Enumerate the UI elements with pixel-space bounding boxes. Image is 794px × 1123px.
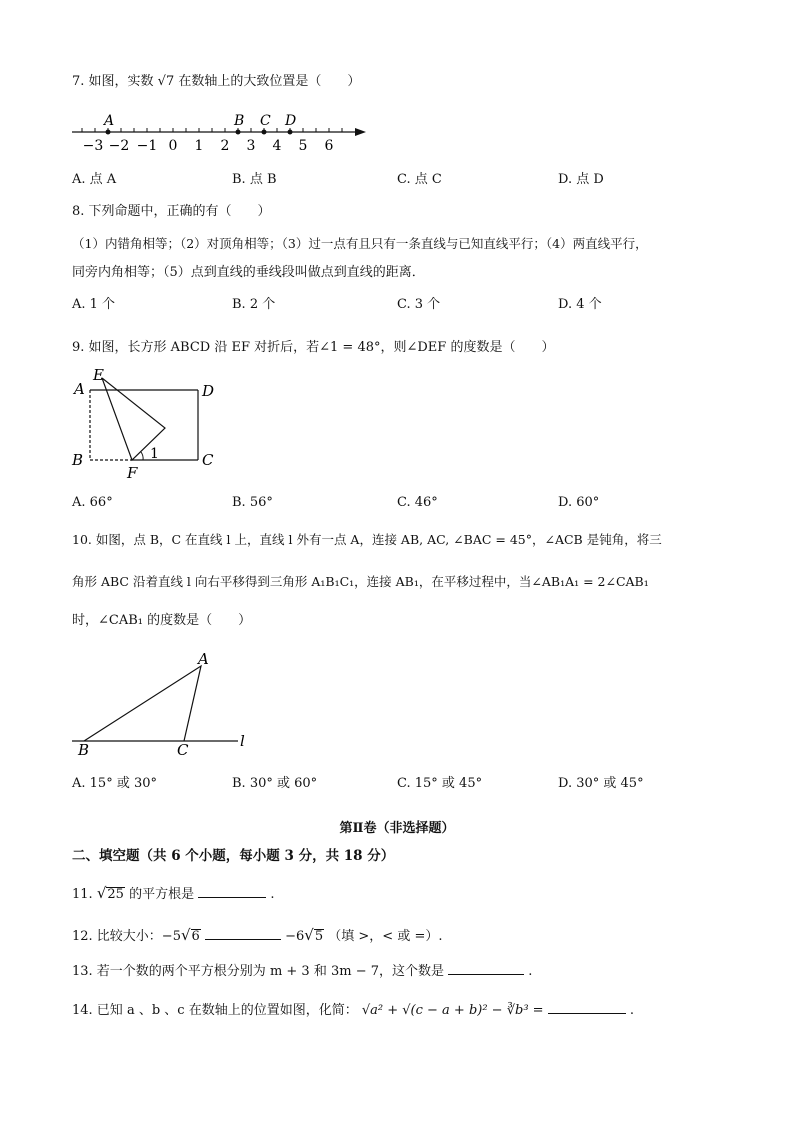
q10-stem-line2: 角形 ABC 沿着直线 l 向右平移得到三角形 A₁B₁C₁，连接 AB₁，在平移过程中，当∠AB₁A₁ = 2∠CAB₁ bbox=[72, 574, 649, 589]
label-e: E bbox=[93, 366, 104, 384]
q11-number: 11. bbox=[72, 887, 93, 902]
folded-rectangle-figure bbox=[68, 362, 228, 482]
q12-prefix: 12. 比较大小：−5 bbox=[72, 929, 181, 944]
triangle-figure bbox=[68, 648, 258, 760]
point-a-dot bbox=[106, 130, 111, 135]
q10-stem-line1: 10. 如图，点 B，C 在直线 l 上，直线 l 外有一点 A，连接 AB, AC, ∠BAC = 45°，∠ACB 是钝角，将三 bbox=[72, 532, 662, 547]
q9-option-b[interactable]: B. 56° bbox=[232, 495, 273, 510]
q11: 11. √25 的平方根是 . bbox=[72, 884, 275, 902]
number-line-figure bbox=[68, 108, 378, 158]
tick-label: 4 bbox=[272, 138, 282, 154]
tick-label: −3 bbox=[82, 138, 104, 154]
label-l: l bbox=[240, 732, 245, 750]
q8-body-line2: 同旁内角相等；（5）点到直线的垂线段叫做点到直线的距离． bbox=[72, 265, 425, 280]
q8-body-line1: （1）内错角相等；（2）对顶角相等；（3）过一点有且只有一条直线与已知直线平行；（4）两直线平行， bbox=[72, 236, 648, 251]
q14-end: . bbox=[629, 1003, 634, 1018]
tick-label: 1 bbox=[194, 138, 204, 154]
tick-label: −1 bbox=[136, 138, 158, 154]
q14 bbox=[72, 1001, 634, 1020]
q8-option-c[interactable]: C. 3 个 bbox=[397, 297, 441, 312]
q14-expression: √a² + √(c − a + b)² − ∛b³ = bbox=[361, 1003, 544, 1018]
label-c: C bbox=[177, 741, 189, 759]
section-title: 二、填空题（共 6 个小题，每小题 3 分，共 18 分） bbox=[72, 848, 395, 864]
label-f: F bbox=[127, 464, 138, 482]
q12-answer-blank[interactable] bbox=[205, 927, 281, 940]
tick-label: 2 bbox=[220, 138, 230, 154]
q14-text: 14. 已知 a 、b 、c 在数轴上的位置如图，化简： bbox=[72, 1003, 358, 1018]
label-c: C bbox=[202, 451, 214, 469]
q11-end: . bbox=[270, 887, 275, 902]
tick-label: 0 bbox=[168, 138, 178, 154]
q13-text: 13. 若一个数的两个平方根分别为 m + 3 和 3m − 7，这个数是 bbox=[72, 964, 444, 979]
q8-option-b[interactable]: B. 2 个 bbox=[232, 297, 276, 312]
point-label-a: A bbox=[104, 113, 115, 129]
label-b: B bbox=[78, 741, 90, 759]
q13 bbox=[72, 962, 532, 981]
point-d-dot bbox=[288, 130, 293, 135]
point-label-c: C bbox=[260, 113, 271, 129]
q11-text: 的平方根是 bbox=[129, 887, 195, 902]
q9-option-c[interactable]: C. 46° bbox=[397, 495, 438, 510]
q10-option-b[interactable]: B. 30° 或 60° bbox=[232, 776, 318, 791]
tick-label: 3 bbox=[246, 138, 256, 154]
q12: 12. 比较大小：−5√6 −6√5 （填 >，< 或 =）. bbox=[72, 926, 443, 944]
q7-stem: 7. 如图，实数 √7 在数轴上的大致位置是（ ） bbox=[72, 74, 361, 89]
tick-label: 5 bbox=[298, 138, 308, 154]
q7-option-b[interactable]: B. 点 B bbox=[232, 172, 277, 187]
label-d: D bbox=[202, 382, 215, 400]
q7-option-d[interactable]: D. 点 D bbox=[558, 172, 604, 187]
angle-1-label: 1 bbox=[150, 446, 159, 462]
q8-option-a[interactable]: A. 1 个 bbox=[72, 297, 116, 312]
point-label-b: B bbox=[234, 113, 245, 129]
q12-mid: −6 bbox=[285, 929, 305, 944]
q8-stem: 8. 下列命题中，正确的有（ ） bbox=[72, 204, 271, 219]
q14-answer-blank[interactable] bbox=[548, 1001, 626, 1014]
q10-stem-line3: 时，∠CAB₁ 的度数是（ ） bbox=[72, 613, 252, 628]
q12-radicand-1: 6 bbox=[191, 929, 200, 944]
q9-option-a[interactable]: A. 66° bbox=[72, 495, 113, 510]
tick-label: −2 bbox=[108, 138, 130, 154]
label-b: B bbox=[72, 451, 84, 469]
label-a: A bbox=[198, 650, 209, 668]
q10-option-a[interactable]: A. 15° 或 30° bbox=[72, 776, 158, 791]
q7-option-a[interactable]: A. 点 A bbox=[72, 172, 117, 187]
tick-label: 6 bbox=[324, 138, 334, 154]
q11-answer-blank[interactable] bbox=[198, 885, 266, 898]
q10-option-d[interactable]: D. 30° 或 45° bbox=[558, 776, 644, 791]
q9-stem: 9. 如图，长方形 ABCD 沿 EF 对折后，若∠1 = 48°，则∠DEF 的度数是（ ） bbox=[72, 340, 555, 355]
part-title: 第Ⅱ卷（非选择题） bbox=[339, 821, 455, 836]
q12-suffix: （填 >，< 或 =）. bbox=[328, 929, 443, 944]
q7-option-c[interactable]: C. 点 C bbox=[397, 172, 442, 187]
point-c-dot bbox=[262, 130, 267, 135]
point-label-d: D bbox=[285, 113, 297, 129]
q12-radicand-2: 5 bbox=[314, 929, 324, 944]
q10-option-c[interactable]: C. 15° 或 45° bbox=[397, 776, 483, 791]
q11-radicand: 25 bbox=[107, 887, 124, 902]
q13-answer-blank[interactable] bbox=[448, 962, 524, 975]
q13-end: . bbox=[528, 964, 533, 979]
label-a: A bbox=[74, 380, 85, 398]
point-b-dot bbox=[236, 130, 241, 135]
q8-option-d[interactable]: D. 4 个 bbox=[558, 297, 602, 312]
q9-option-d[interactable]: D. 60° bbox=[558, 495, 600, 510]
